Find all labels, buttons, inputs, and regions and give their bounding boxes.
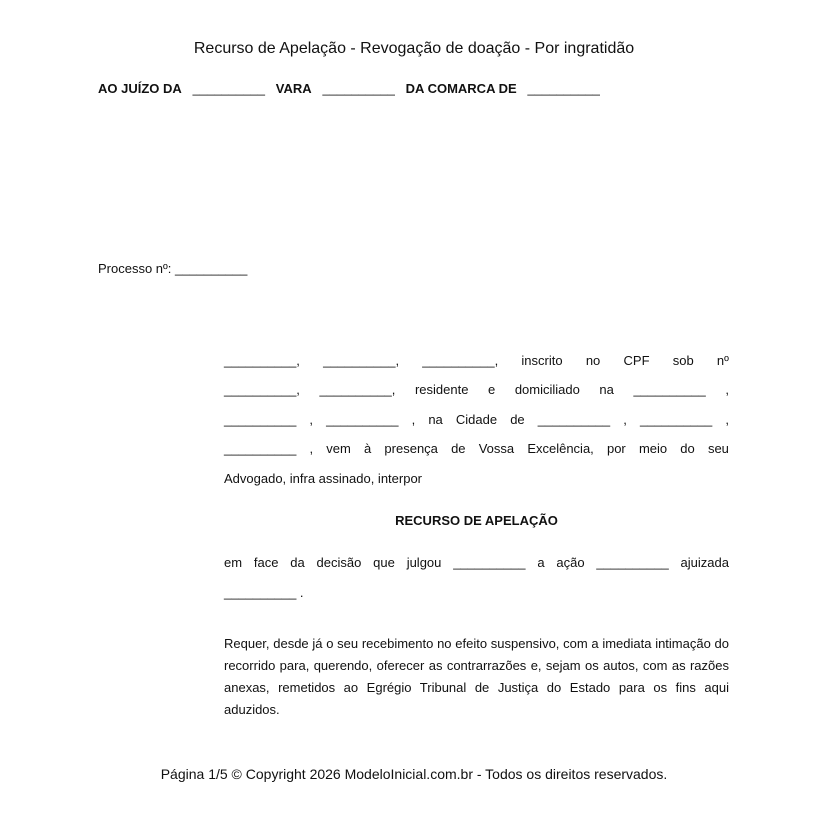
court-blank-1: __________: [192, 81, 265, 96]
text-line: [224, 585, 729, 600]
document-title: Recurso de Apelação - Revogação de doação - Por ingratidão: [193, 40, 635, 57]
word: seu: [707, 441, 729, 456]
court-blank-2: __________: [322, 81, 395, 96]
word: domiciliado: [514, 382, 580, 397]
word: __________: [224, 441, 297, 456]
page-footer: Página 1/5 © Copyright 2026 ModeloInicial.com.br - Todos os direitos reservados.: [160, 766, 668, 782]
word: ,: [725, 382, 729, 397]
request-paragraph: Requer, desde já o seu recebimento no efeito suspensivo, com a imediata intimação do recorrido para, querendo, oferecer as contrarrazões e, sejam os autos, com as razões anexas, remetidos ao Egrégio Tribunal de Justiça do Estado para os fins aqui aduzidos.: [224, 636, 729, 717]
word: no: [585, 353, 601, 368]
word: __________: [639, 412, 713, 427]
word: CPF: [623, 353, 650, 368]
word: vem: [326, 441, 351, 456]
word: do: [680, 441, 695, 456]
text-line: [224, 353, 729, 368]
word: __________,: [224, 382, 300, 397]
word: Advogado, infra assinado, interpor: [224, 471, 423, 486]
word: __________: [224, 412, 297, 427]
word: presença: [384, 441, 438, 456]
text-line: [224, 412, 729, 427]
section-heading: RECURSO DE APELAÇÃO: [395, 513, 558, 528]
word: ,: [725, 412, 729, 427]
word: ,: [411, 412, 416, 427]
word: __________: [326, 412, 399, 427]
word: ,: [309, 441, 314, 456]
process-number: Processo nº: __________: [98, 261, 248, 276]
word: na: [599, 382, 614, 397]
word: inscrito: [521, 353, 563, 368]
word: sob: [672, 353, 694, 368]
court-blank-3: __________: [527, 81, 600, 96]
word: Cidade: [455, 412, 498, 427]
word: __________: [596, 555, 669, 570]
word: decisão: [316, 555, 362, 570]
word: julgou: [406, 555, 442, 570]
word: Vossa: [478, 441, 515, 456]
word: ,: [623, 412, 627, 427]
word: da: [290, 555, 305, 570]
word: de: [510, 412, 525, 427]
word: ,: [309, 412, 314, 427]
word: __________,: [323, 353, 400, 368]
word: Excelência,: [527, 441, 594, 456]
word: __________: [537, 412, 611, 427]
word: por: [606, 441, 626, 456]
text-line: [224, 555, 729, 570]
word: na: [428, 412, 443, 427]
word: __________: [633, 382, 706, 397]
word: ajuizada: [680, 555, 729, 570]
text-line: [224, 471, 729, 486]
word: __________ .: [224, 585, 304, 600]
court-comarca: DA COMARCA DE: [405, 81, 517, 96]
court-prefix: AO JUÍZO DA: [98, 81, 182, 96]
word: __________,: [319, 382, 396, 397]
word: que: [373, 555, 395, 570]
word: de: [451, 441, 466, 456]
word: nº: [716, 353, 729, 368]
word: __________: [453, 555, 526, 570]
word: meio: [638, 441, 668, 456]
word: face: [253, 555, 279, 570]
word: a: [537, 555, 545, 570]
word: __________,: [224, 353, 300, 368]
word: e: [488, 382, 496, 397]
text-line: [224, 441, 729, 456]
word: à: [364, 441, 372, 456]
word: residente: [414, 382, 469, 397]
word: __________,: [422, 353, 499, 368]
word: ação: [556, 555, 585, 570]
word: em: [224, 555, 243, 570]
court-address: [98, 81, 600, 96]
court-vara: VARA: [275, 81, 312, 96]
text-line: [224, 382, 729, 397]
